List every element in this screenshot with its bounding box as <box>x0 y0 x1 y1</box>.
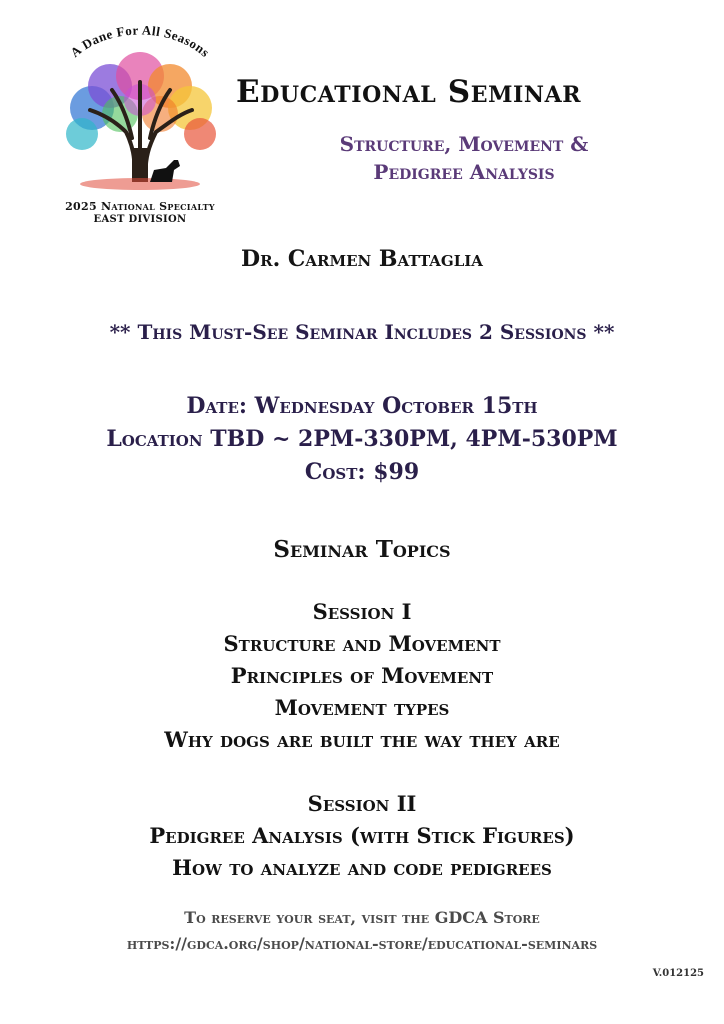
session-item: Structure and Movement <box>223 631 501 656</box>
subtitle-line: Structure, Movement & <box>339 132 589 156</box>
version-label: V.012125 <box>652 968 704 979</box>
event-details <box>0 390 724 489</box>
session-item: Pedigree Analysis (with Stick Figures) <box>149 823 575 848</box>
presenter-name: Dr. Carmen Battaglia <box>241 246 483 272</box>
session-item: Principles of Movement <box>230 663 494 688</box>
session-title: Session I <box>312 599 412 624</box>
logo <box>40 14 240 225</box>
session-item: Movement types <box>274 695 450 720</box>
store-link[interactable]: https://gdca.org/shop/national-store/educational-seminars <box>126 934 598 953</box>
page-subtitle <box>236 130 692 186</box>
event-location: Location TBD ~ 2PM-330PM, 4PM-530PM <box>106 426 618 452</box>
rainbow-tree-dane-icon <box>62 48 218 196</box>
includes-note: ** This Must-See Seminar Includes 2 Sessions ** <box>109 320 615 344</box>
subtitle-line: Pedigree Analysis <box>373 160 555 184</box>
reserve-text: To reserve your seat, visit the GDCA Store <box>184 908 540 927</box>
event-date: Date: Wednesday October 15th <box>186 393 538 419</box>
event-cost: Cost: $99 <box>304 459 420 485</box>
session-2 <box>0 788 724 884</box>
session-item: Why dogs are built the way they are <box>164 727 560 752</box>
topics-heading: Seminar Topics <box>273 536 451 563</box>
session-1 <box>0 596 724 756</box>
reserve-info <box>0 905 724 957</box>
logo-caption: 2025 National Specialty <box>65 200 215 213</box>
svg-text:A Dane For All Seasons: A Dane For All Seasons <box>67 22 213 61</box>
page-title: Educational Seminar <box>236 74 582 110</box>
session-title: Session II <box>307 791 417 816</box>
session-item: How to analyze and code pedigrees <box>172 855 552 880</box>
logo-subcaption: EAST DIVISION <box>93 214 187 225</box>
